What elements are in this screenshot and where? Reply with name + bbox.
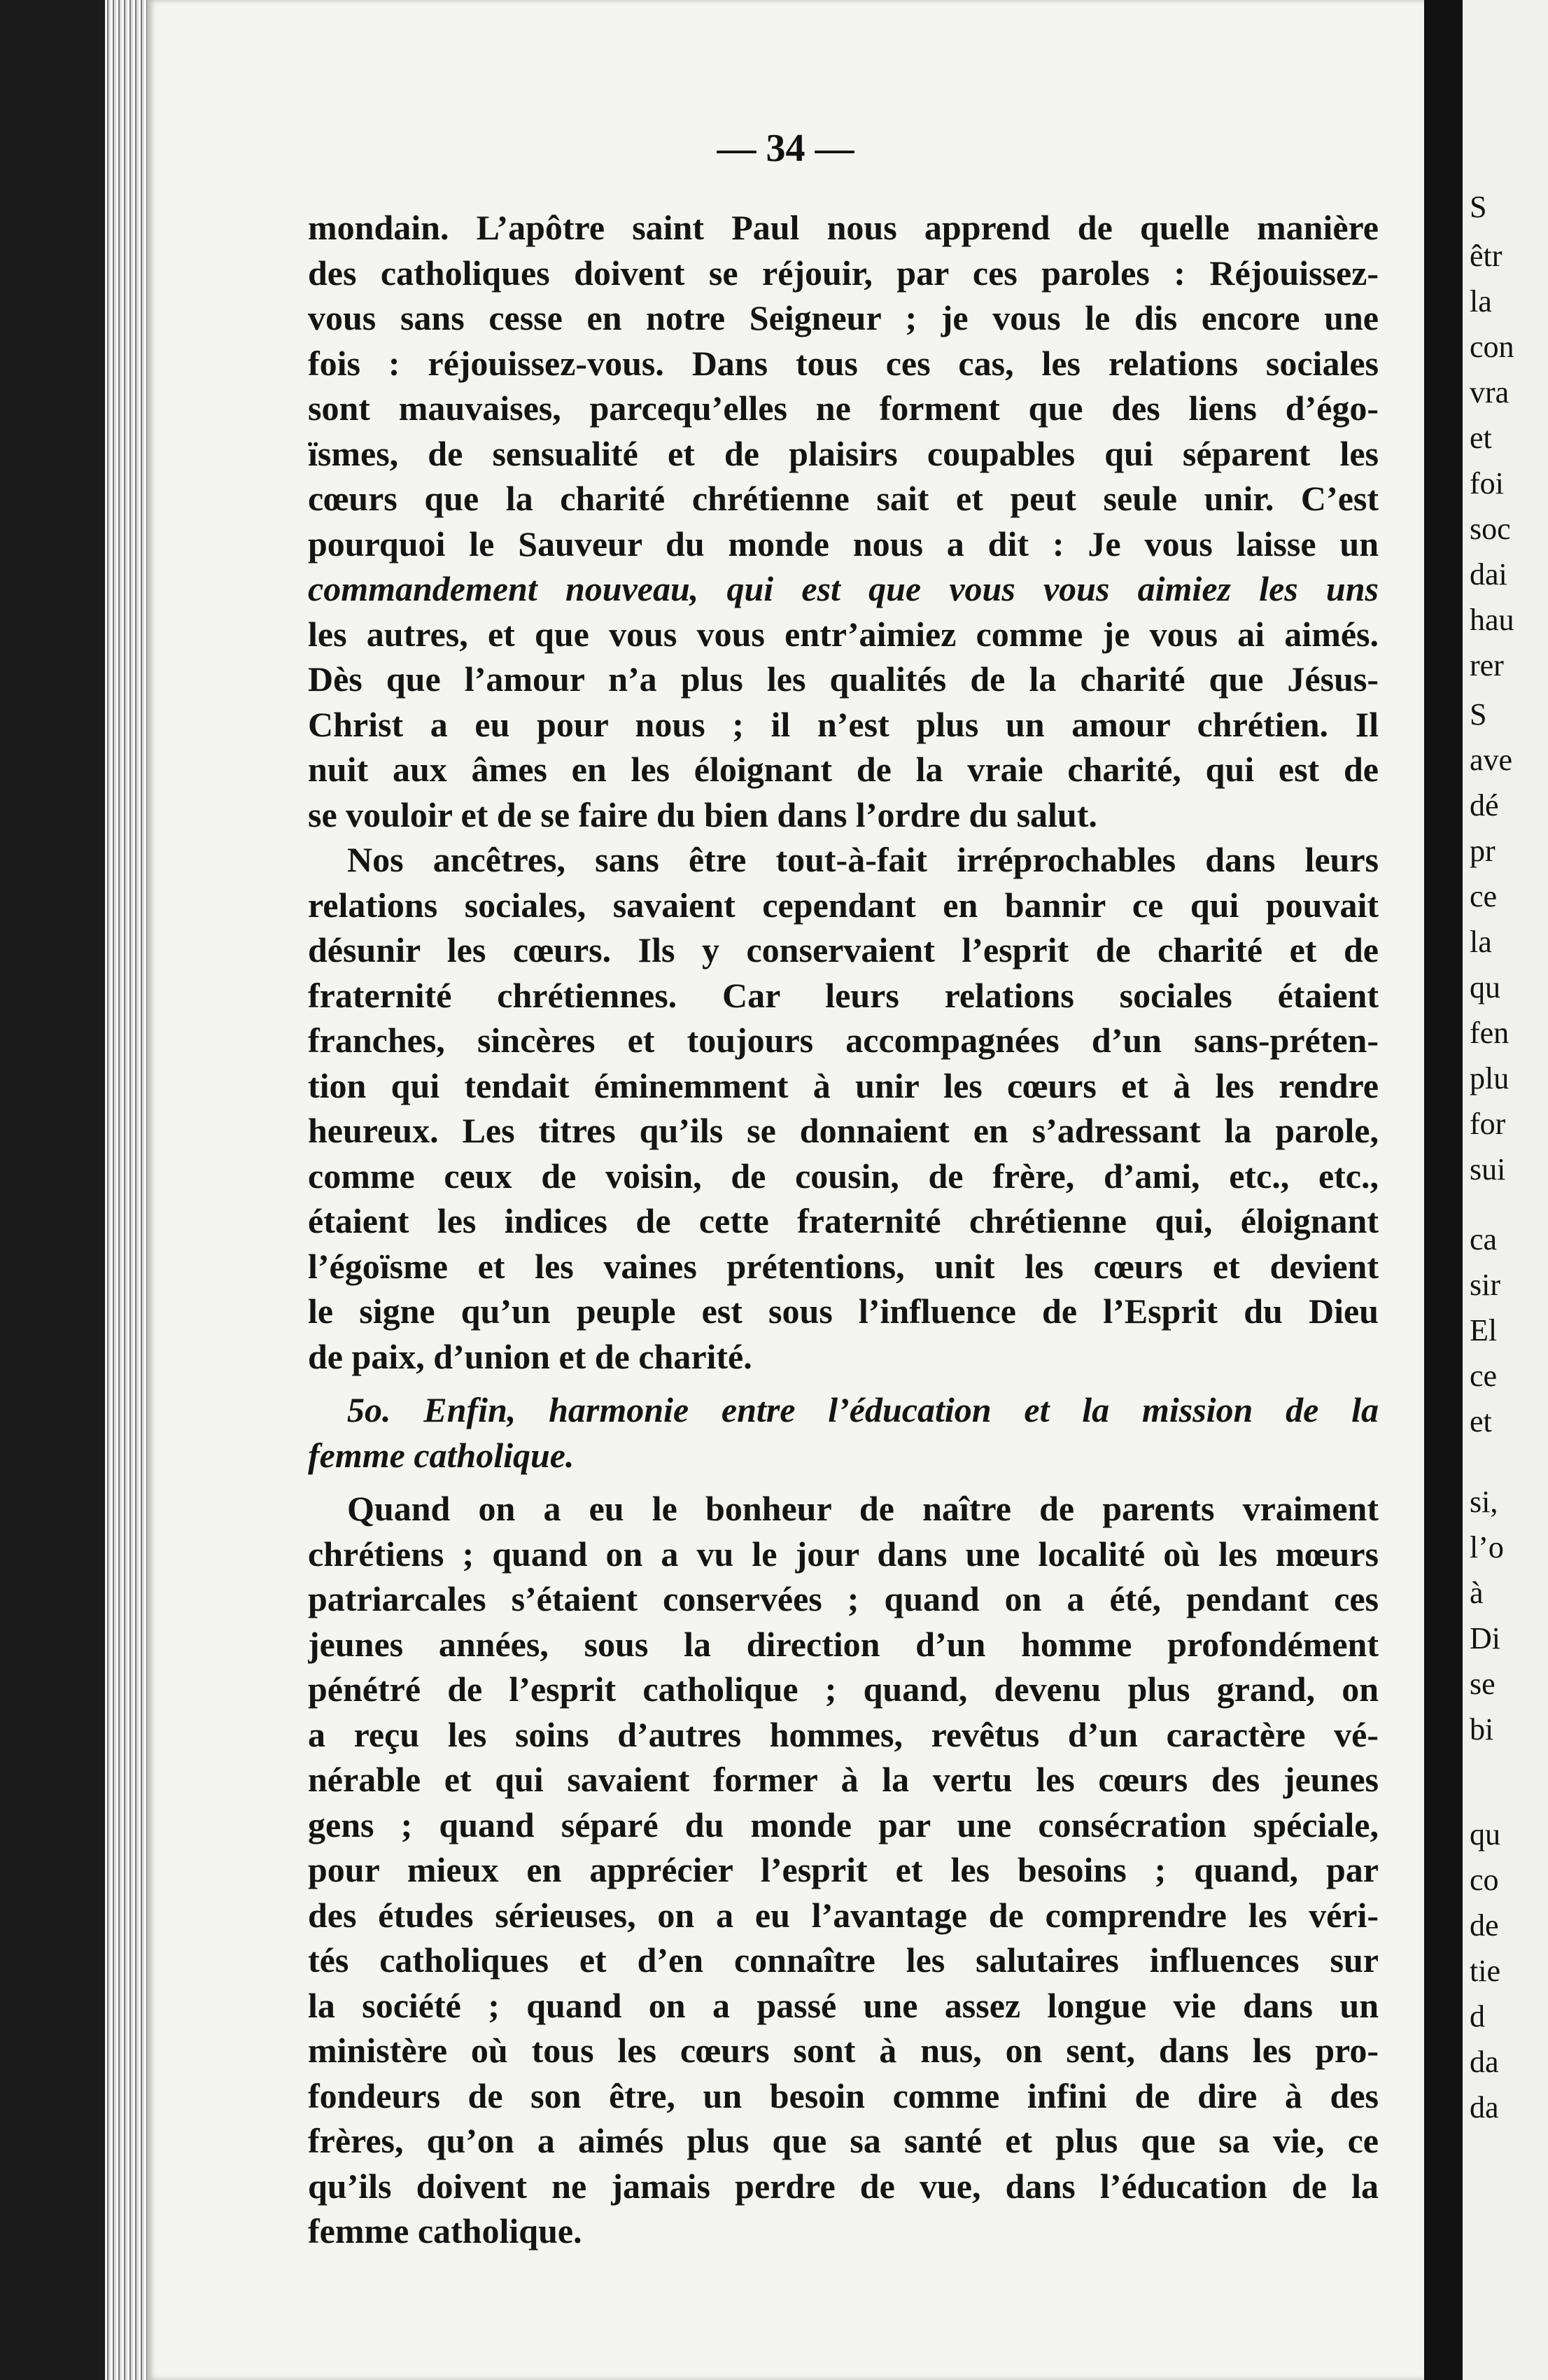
text-line: patriarcales s’étaient conservées ; quand on a été, pendant ces — [308, 1579, 1379, 1618]
adjacent-page-fragment: da — [1470, 2045, 1499, 2079]
section-heading: femme catholique. — [308, 1435, 575, 1475]
text-line: jeunes années, sous la direction d’un homme profondément — [308, 1624, 1379, 1664]
adjacent-page-fragment: qu — [1470, 1817, 1500, 1851]
text-line: la société ; quand on a passé une assez longue vie dans un — [308, 1985, 1379, 2025]
adjacent-page-fragment: da — [1470, 2090, 1499, 2124]
adjacent-page-fragment: con — [1470, 330, 1514, 364]
adjacent-page-fragment: tie — [1470, 1954, 1500, 1988]
text-line: cœurs que la charité chrétienne sait et peut seule unir. C’est — [308, 479, 1379, 518]
adjacent-page-fragment: rer — [1470, 648, 1504, 682]
adjacent-page-fragment: si, — [1470, 1485, 1498, 1519]
page-number: — 34 — — [717, 127, 854, 170]
text-line: nérable et qui savaient former à la vertu les cœurs des jeunes — [308, 1760, 1379, 1799]
text-line: pourquoi le Sauveur du monde nous a dit : Je vous laisse un — [308, 524, 1379, 564]
text-line: des études sérieuses, on a eu l’avantage de comprendre les véri- — [308, 1895, 1379, 1935]
adjacent-page-fragment: El — [1470, 1313, 1498, 1348]
text-line: Christ a eu pour nous ; il n’est plus un amour chrétien. Il — [308, 704, 1379, 744]
text-line: pour mieux en apprécier l’esprit et les besoins ; quand, par — [308, 1850, 1379, 1889]
adjacent-page-fragment: plu — [1470, 1061, 1510, 1096]
adjacent-page-fragment: soc — [1470, 512, 1511, 546]
adjacent-page-fragment: sui — [1470, 1152, 1506, 1186]
text-line: relations sociales, savaient cependant en bannir ce qui pouvait — [308, 885, 1379, 925]
adjacent-page-fragment: à — [1470, 1576, 1484, 1610]
text-line: commandement nouveau, qui est que vous vous aimiez les uns — [308, 569, 1379, 608]
text-line: tés catholiques et d’en connaître les salutaires influences sur — [308, 1940, 1379, 1980]
text-line: se vouloir et de se faire du bien dans l’ordre du salut. — [308, 794, 1097, 834]
adjacent-page-fragment: êtr — [1470, 239, 1503, 273]
text-line: fois : réjouissez-vous. Dans tous ces cas, les relations sociales — [308, 343, 1379, 383]
adjacent-page-fragment: co — [1470, 1863, 1499, 1897]
adjacent-page-fragment: S — [1470, 697, 1487, 732]
adjacent-page-fragment: ave — [1470, 743, 1513, 777]
adjacent-page-fragment: dé — [1470, 788, 1499, 822]
adjacent-page-fragment: la — [1470, 284, 1492, 318]
adjacent-page-fragment: vra — [1470, 375, 1510, 410]
text-line: qu’ils doivent ne jamais perdre de vue, dans l’éducation de la — [308, 2166, 1379, 2206]
adjacent-page-fragment: dai — [1470, 557, 1507, 592]
adjacent-page-fragment: fen — [1470, 1016, 1510, 1050]
adjacent-page-fragment: se — [1470, 1667, 1496, 1701]
adjacent-page-fragment: pr — [1470, 834, 1496, 868]
adjacent-page-fragment: ca — [1470, 1222, 1498, 1256]
text-line: heureux. Les titres qu’ils se donnaient en s’adressant la parole, — [308, 1111, 1379, 1150]
adjacent-page-fragment: hau — [1470, 603, 1514, 637]
text-line: femme catholique. — [308, 2211, 582, 2250]
adjacent-page-fragment: ce — [1470, 1359, 1498, 1393]
text-line: étaient les indices de cette fraternité chrétienne qui, éloignant — [308, 1201, 1379, 1240]
text-line: tion qui tendait éminemment à unir les cœurs et à les rendre — [308, 1065, 1379, 1105]
text-line: ïsmes, de sensualité et de plaisirs coupables qui séparent les — [308, 433, 1379, 473]
adjacent-page-fragment: la — [1470, 925, 1492, 959]
section-heading: 5o. Enfin, harmonie entre l’éducation et la mission de la — [347, 1390, 1379, 1429]
adjacent-page-fragment: qu — [1470, 970, 1500, 1004]
adjacent-page-fragment: l’o — [1470, 1530, 1504, 1564]
text-line: franches, sincères et toujours accompagnées d’un sans-préten- — [308, 1021, 1379, 1060]
text-line: ministère où tous les cœurs sont à nus, on sent, dans les pro- — [308, 2031, 1379, 2070]
text-line: le signe qu’un peuple est sous l’influence de l’Esprit du Dieu — [308, 1292, 1379, 1331]
text-line: l’égoïsme et les vaines prétentions, unit les cœurs et devient — [308, 1246, 1379, 1286]
text-line: comme ceux de voisin, de cousin, de frère, d’ami, etc., etc., — [308, 1156, 1379, 1196]
text-line: a reçu les soins d’autres hommes, revêtus d’un caractère vé- — [308, 1714, 1379, 1754]
text-line: fraternité chrétiennes. Car leurs relations sociales étaient — [308, 975, 1379, 1015]
page-edge-shadow — [1424, 0, 1463, 2380]
text-line: chrétiens ; quand on a vu le jour dans une localité où les mœurs — [308, 1534, 1379, 1574]
adjacent-page-fragment: de — [1470, 1908, 1499, 1942]
text-line: pénétré de l’esprit catholique ; quand, devenu plus grand, on — [308, 1670, 1379, 1709]
adjacent-page-fragment: d — [1470, 1999, 1485, 2033]
text-line: nuit aux âmes en les éloignant de la vraie charité, qui est de — [308, 750, 1379, 789]
text-line: vous sans cesse en notre Seigneur ; je vous le dis encore une — [308, 298, 1379, 337]
adjacent-page-fragment: for — [1470, 1107, 1506, 1141]
adjacent-page-fragment: Di — [1470, 1621, 1500, 1656]
text-line: frères, qu’on a aimés plus que sa santé et plus que sa vie, ce — [308, 2121, 1379, 2160]
adjacent-page-fragment: bi — [1470, 1712, 1494, 1746]
text-line: mondain. L’apôtre saint Paul nous apprend de quelle manière — [308, 208, 1379, 247]
adjacent-page-fragment: sir — [1470, 1268, 1500, 1302]
text-line: gens ; quand séparé du monde par une consécration spéciale, — [308, 1805, 1379, 1844]
text-line: désunir les cœurs. Ils y conservaient l’esprit de charité et de — [308, 930, 1379, 969]
text-line: des catholiques doivent se réjouir, par ces paroles : Réjouissez- — [308, 253, 1379, 293]
text-line: fondeurs de son être, un besoin comme infini de dire à des — [308, 2076, 1379, 2115]
adjacent-page-fragment: et — [1470, 1404, 1492, 1438]
text-line: sont mauvaises, parcequ’elles ne forment que des liens d’égo- — [308, 388, 1379, 428]
adjacent-page-fragment: S — [1470, 190, 1487, 224]
text-line: Quand on a eu le bonheur de naître de parents vraiment — [347, 1489, 1379, 1528]
adjacent-page — [1463, 0, 1548, 2380]
text-line: Nos ancêtres, sans être tout-à-fait irréprochables dans leurs — [347, 840, 1379, 879]
body-text — [308, 205, 1379, 2254]
adjacent-page-fragment: foi — [1470, 466, 1504, 500]
adjacent-page-fragment: ce — [1470, 879, 1498, 913]
adjacent-page-fragment: et — [1470, 421, 1492, 455]
text-line: Dès que l’amour n’a plus les qualités de la charité que Jésus- — [308, 659, 1379, 699]
text-line: les autres, et que vous vous entr’aimiez comme je vous ai aimés. — [308, 614, 1379, 654]
text-line: de paix, d’union et de charité. — [308, 1336, 752, 1376]
